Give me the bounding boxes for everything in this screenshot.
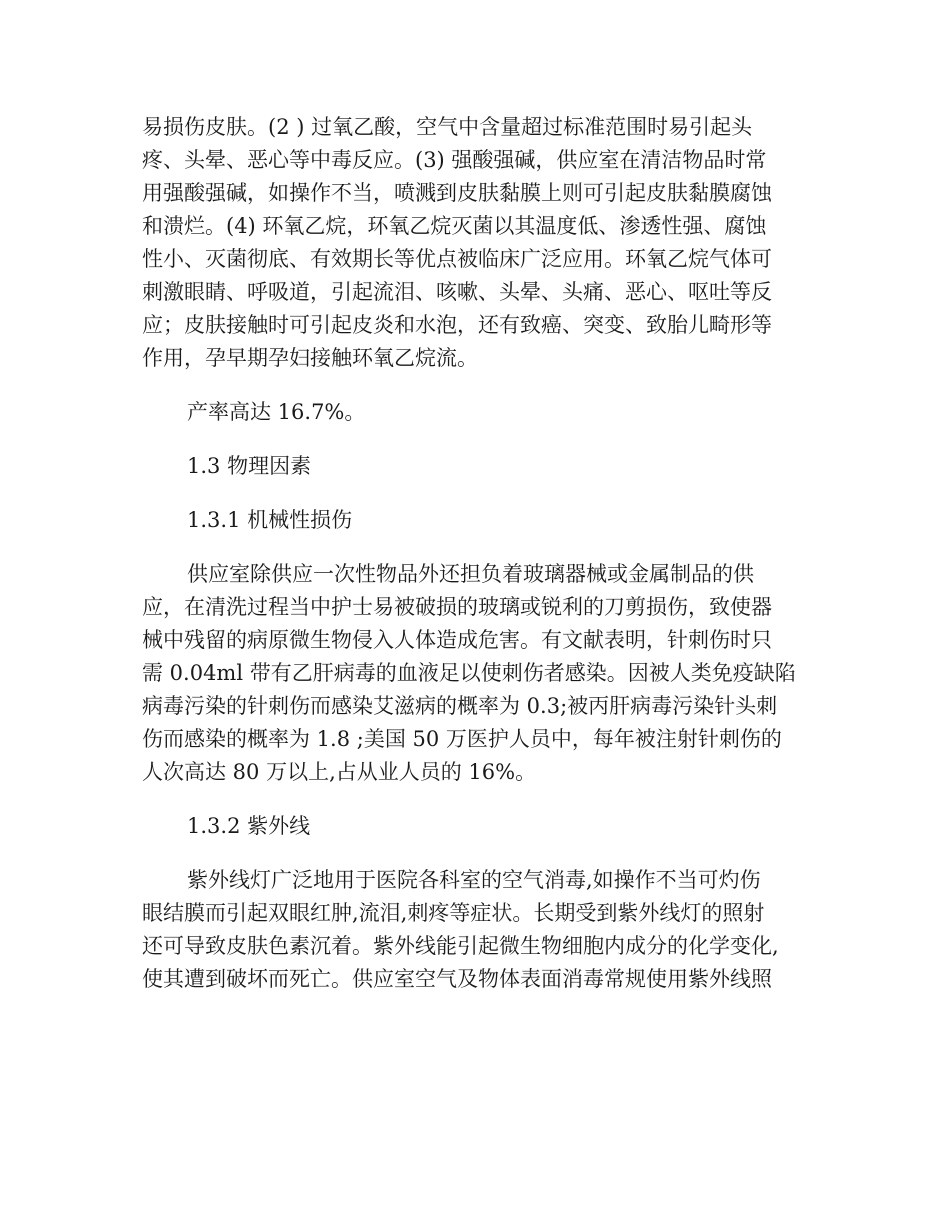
paragraph-3-line-1: 供应室除供应一次性物品外还担负着玻璃器械或金属制品的供 — [187, 562, 754, 586]
paragraph-1-line-2: 疼、头晕、恶心等中毒反应。(3) 强酸强碱，供应室在清洁物品时常 — [142, 148, 767, 172]
section-heading-1-3-1: 1.3.1 机械性损伤 — [187, 508, 353, 532]
section-heading-1-3: 1.3 物理因素 — [187, 454, 312, 478]
paragraph-1-line-8: 作用，孕早期孕妇接触环氧乙烷流。 — [142, 346, 478, 370]
paragraph-1-line-5: 性小、灭菌彻底、有效期长等优点被临床广泛应用。环氧乙烷气体可 — [142, 247, 772, 271]
paragraph-3-line-6: 伤而感染的概率为 1.8 ;美国 50 万医护人员中，每年被注射针刺伤的 — [142, 727, 782, 751]
paragraph-4-line-1: 紫外线灯广泛地用于医院各科室的空气消毒,如操作不当可灼伤 — [187, 868, 761, 892]
paragraph-1-line-6: 刺激眼睛、呼吸道，引起流泪、咳嗽、头晕、头痛、恶心、呕吐等反 — [142, 280, 772, 304]
paragraph-4-line-2: 眼结膜而引起双眼红肿,流泪,刺疼等症状。长期受到紫外线灯的照射 — [142, 901, 765, 925]
paragraph-1-line-4: 和溃烂。(4) 环氧乙烷，环氧乙烷灭菌以其温度低、渗透性强、腐蚀 — [142, 214, 767, 238]
paragraph-3-line-3: 械中残留的病原微生物侵入人体造成危害。有文献表明，针刺伤时只 — [142, 628, 772, 652]
paragraph-4-line-4: 使其遭到破坏而死亡。供应室空气及物体表面消毒常规使用紫外线照 — [142, 967, 772, 991]
paragraph-3-line-5: 病毒污染的针刺伤而感染艾滋病的概率为 0.3;被丙肝病毒污染针头刺 — [142, 694, 778, 718]
paragraph-4-line-3: 还可导致皮肤色素沉着。紫外线能引起微生物细胞内成分的化学变化, — [142, 934, 779, 958]
paragraph-2-line-1: 产率高达 16.7%。 — [187, 400, 366, 424]
paragraph-1-line-7: 应；皮肤接触时可引起皮炎和水泡，还有致癌、突变、致胎儿畸形等 — [142, 313, 772, 337]
paragraph-3-line-2: 应，在清洗过程当中护士易被破损的玻璃或锐利的刀剪损伤，致使器 — [142, 595, 772, 619]
paragraph-3-line-4: 需 0.04ml 带有乙肝病毒的血液足以使刺伤者感染。因被人类免疫缺陷 — [142, 661, 796, 685]
section-heading-1-3-2: 1.3.2 紫外线 — [187, 814, 311, 838]
paragraph-1-line-3: 用强酸强碱，如操作不当，喷溅到皮肤黏膜上则可引起皮肤黏膜腐蚀 — [142, 181, 772, 205]
paragraph-3-line-7: 人次高达 80 万以上,占从业人员的 16%。 — [142, 760, 537, 784]
paragraph-1-line-1: 易损伤皮肤。(2 ) 过氧乙酸，空气中含量超过标准范围时易引起头 — [142, 115, 753, 139]
